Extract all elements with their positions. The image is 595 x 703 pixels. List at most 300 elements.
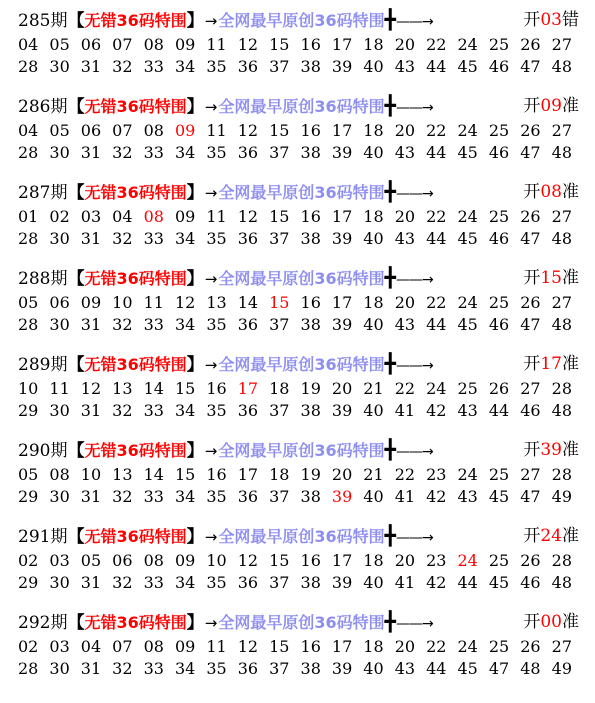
number-cell: 31	[80, 401, 102, 420]
number-cell: 17	[331, 121, 353, 140]
number-cell: 32	[112, 401, 133, 420]
number-cell: 08	[49, 465, 70, 484]
number-cell: 11	[49, 379, 70, 398]
number-cell: 48	[551, 57, 572, 76]
number-cell: 24	[457, 293, 478, 312]
number-cell: 25	[488, 551, 510, 570]
period-header	[18, 522, 593, 550]
result-group	[523, 6, 579, 34]
number-cell: 49	[551, 659, 572, 678]
dash-line: ——	[396, 272, 423, 288]
dash-line: ——	[396, 358, 423, 374]
site-title: 全网最早原创36码特围	[218, 527, 385, 546]
number-cell: 44	[457, 573, 478, 592]
number-cell: 40	[363, 659, 384, 678]
arrow-icon: →	[204, 12, 218, 30]
number-cell: 10	[18, 379, 39, 398]
number-cell: 45	[457, 315, 478, 334]
number-cell: 03	[49, 637, 70, 656]
number-cell: 12	[237, 207, 259, 226]
number-cell: 45	[457, 229, 478, 248]
open-label: 开	[523, 612, 541, 632]
title-text: 无错36码特围	[84, 269, 187, 288]
number-cell: 18	[363, 637, 384, 656]
number-cell: 47	[520, 57, 541, 76]
number-cell: 10	[206, 551, 227, 570]
number-row-2	[18, 56, 593, 78]
number-cell: 34	[174, 659, 196, 678]
number-cell: 09	[174, 35, 196, 54]
dash-line: ——	[396, 444, 423, 460]
period-block	[18, 350, 593, 436]
number-cell: 23	[426, 465, 447, 484]
number-cell: 05	[49, 121, 70, 140]
number-cell: 45	[457, 659, 478, 678]
period-number: 286	[18, 97, 51, 117]
number-cell: 15	[269, 35, 290, 54]
number-cell: 39	[331, 573, 353, 592]
number-cell: 25	[488, 465, 510, 484]
number-cell: 18	[363, 293, 384, 312]
number-cell: 03	[49, 551, 70, 570]
number-cell: 35	[206, 401, 227, 420]
number-cell: 05	[49, 35, 70, 54]
number-cell: 39	[331, 659, 353, 678]
result-group	[523, 178, 579, 206]
cross-icon: ╋	[384, 353, 397, 375]
number-cell: 33	[143, 487, 164, 506]
period-suffix: 期	[50, 269, 68, 289]
number-cell: 18	[363, 551, 384, 570]
number-cell: 07	[112, 35, 133, 54]
result-number: 24	[540, 526, 562, 546]
number-cell: 25	[488, 637, 510, 656]
number-cell: 16	[300, 35, 321, 54]
number-cell: 44	[426, 315, 447, 334]
cross-icon: ╋	[384, 9, 397, 31]
number-row-2	[18, 486, 593, 508]
period-header	[18, 6, 593, 34]
left-bracket: 【	[67, 11, 85, 31]
number-cell: 46	[488, 57, 510, 76]
number-cell: 48	[520, 659, 541, 678]
number-cell: 15	[174, 465, 196, 484]
number-cell: 26	[520, 207, 541, 226]
number-cell: 28	[18, 143, 39, 162]
number-cell: 39	[331, 401, 353, 420]
arrow-icon: →	[204, 98, 218, 116]
number-cell: 18	[363, 121, 384, 140]
number-cell: 26	[488, 379, 510, 398]
number-cell: 22	[394, 379, 416, 398]
number-cell: 21	[363, 465, 384, 484]
number-cell: 33	[143, 659, 164, 678]
title-text: 无错36码特围	[84, 441, 187, 460]
number-cell: 48	[551, 229, 572, 248]
number-cell: 30	[49, 229, 70, 248]
number-cell: 20	[394, 551, 416, 570]
cross-icon: ╋	[384, 525, 397, 547]
site-title: 全网最早原创36码特围	[218, 183, 385, 202]
period-header	[18, 178, 593, 206]
number-cell: 29	[18, 401, 39, 420]
number-cell: 06	[80, 121, 102, 140]
open-label: 开	[523, 526, 541, 546]
number-cell: 16	[300, 637, 321, 656]
period-header	[18, 350, 593, 378]
result-number: 00	[540, 612, 562, 632]
number-cell: 18	[363, 35, 384, 54]
number-cell: 38	[300, 143, 321, 162]
number-row-2	[18, 658, 593, 680]
arrow-icon: →	[204, 614, 218, 632]
number-cell: 46	[488, 229, 510, 248]
number-cell: 12	[174, 293, 196, 312]
number-cell: 44	[488, 401, 510, 420]
number-cell: 02	[18, 551, 39, 570]
period-suffix: 期	[50, 97, 68, 117]
number-cell: 27	[551, 637, 572, 656]
number-cell: 12	[237, 35, 259, 54]
number-cell: 12	[237, 121, 259, 140]
number-cell: 38	[300, 401, 321, 420]
number-cell: 49	[551, 487, 572, 506]
head-arrow-icon: →	[422, 186, 434, 202]
period-block	[18, 436, 593, 522]
period-block	[18, 178, 593, 264]
number-cell: 44	[426, 229, 447, 248]
number-cell: 16	[300, 121, 321, 140]
open-label: 开	[523, 354, 541, 374]
number-cell: 20	[394, 293, 416, 312]
number-cell: 36	[237, 315, 259, 334]
number-cell: 35	[206, 143, 227, 162]
number-cell: 44	[426, 659, 447, 678]
number-cell: 12	[237, 637, 259, 656]
number-cell: 01	[18, 207, 39, 226]
number-cell: 04	[18, 35, 39, 54]
number-cell: 35	[206, 659, 227, 678]
number-cell: 47	[520, 229, 541, 248]
number-cell: 46	[488, 315, 510, 334]
title-text: 无错36码特围	[84, 527, 187, 546]
result-status: 准	[562, 612, 579, 632]
number-cell: 25	[488, 293, 510, 312]
period-suffix: 期	[50, 613, 68, 633]
number-cell: 37	[269, 487, 290, 506]
result-group	[523, 436, 579, 464]
number-cell: 12	[237, 551, 259, 570]
number-cell: 17	[331, 293, 353, 312]
number-cell: 22	[426, 207, 447, 226]
number-cell: 24	[457, 551, 478, 570]
period-header	[18, 608, 593, 636]
number-cell: 29	[18, 487, 39, 506]
number-cell: 46	[520, 401, 541, 420]
prediction-sheet	[18, 6, 593, 694]
number-cell: 34	[174, 573, 196, 592]
number-row-1	[18, 120, 593, 142]
dash-line: ——	[396, 100, 423, 116]
period-number: 292	[18, 613, 51, 633]
number-cell: 20	[394, 637, 416, 656]
number-cell: 22	[426, 35, 447, 54]
right-bracket: 】	[186, 355, 204, 375]
number-cell: 44	[426, 143, 447, 162]
number-cell: 16	[300, 207, 321, 226]
result-number: 39	[540, 440, 562, 460]
arrow-icon: →	[204, 528, 218, 546]
number-cell: 39	[331, 143, 353, 162]
left-bracket: 【	[67, 527, 85, 547]
number-cell: 37	[269, 659, 290, 678]
number-cell: 06	[112, 551, 133, 570]
number-cell: 40	[363, 57, 384, 76]
period-block	[18, 92, 593, 178]
number-cell: 47	[520, 143, 541, 162]
number-cell: 29	[18, 573, 39, 592]
number-cell: 33	[143, 401, 164, 420]
dash-line: ——	[396, 530, 423, 546]
number-cell: 32	[112, 659, 133, 678]
number-cell: 40	[363, 401, 384, 420]
dash-line: ——	[396, 14, 423, 30]
result-group	[523, 608, 579, 636]
number-cell: 22	[394, 465, 416, 484]
number-cell: 17	[331, 35, 353, 54]
title-text: 无错36码特围	[84, 183, 187, 202]
number-cell: 15	[269, 637, 290, 656]
number-cell: 38	[300, 573, 321, 592]
number-cell: 38	[300, 659, 321, 678]
number-cell: 18	[269, 379, 290, 398]
head-arrow-icon: →	[422, 444, 434, 460]
number-cell: 43	[394, 57, 416, 76]
number-cell: 37	[269, 573, 290, 592]
result-number: 17	[540, 354, 562, 374]
number-cell: 34	[174, 143, 196, 162]
right-bracket: 】	[186, 527, 204, 547]
result-group	[523, 264, 579, 292]
number-row-1	[18, 550, 593, 572]
number-cell: 27	[520, 379, 541, 398]
result-status: 准	[562, 96, 579, 116]
number-cell: 17	[331, 637, 353, 656]
number-cell: 38	[300, 229, 321, 248]
number-cell: 34	[174, 57, 196, 76]
number-cell: 26	[520, 121, 541, 140]
result-number: 03	[540, 10, 562, 30]
number-cell: 43	[394, 315, 416, 334]
number-row-1	[18, 34, 593, 56]
number-cell: 11	[206, 207, 227, 226]
number-row-2	[18, 314, 593, 336]
number-cell: 32	[112, 573, 133, 592]
number-cell: 33	[143, 57, 164, 76]
number-cell: 40	[363, 487, 384, 506]
number-cell: 20	[394, 35, 416, 54]
number-cell: 11	[206, 637, 227, 656]
number-cell: 02	[18, 637, 39, 656]
number-cell: 16	[206, 379, 227, 398]
number-cell: 22	[426, 121, 447, 140]
number-cell: 04	[112, 207, 133, 226]
number-cell: 40	[363, 315, 384, 334]
title-text: 无错36码特围	[84, 11, 187, 30]
number-cell: 35	[206, 487, 227, 506]
number-cell: 31	[80, 573, 102, 592]
number-cell: 47	[520, 487, 541, 506]
open-label: 开	[523, 10, 541, 30]
number-cell: 36	[237, 229, 259, 248]
number-cell: 47	[520, 315, 541, 334]
number-cell: 09	[174, 207, 196, 226]
result-status: 准	[562, 526, 579, 546]
title-text: 无错36码特围	[84, 613, 187, 632]
number-cell: 20	[394, 121, 416, 140]
number-cell: 05	[18, 293, 39, 312]
number-cell: 17	[331, 207, 353, 226]
result-number: 08	[540, 182, 562, 202]
cross-icon: ╋	[384, 95, 397, 117]
number-cell: 42	[426, 487, 447, 506]
number-cell: 11	[143, 293, 164, 312]
arrow-icon: →	[204, 356, 218, 374]
right-bracket: 】	[186, 441, 204, 461]
number-cell: 09	[174, 121, 196, 140]
number-cell: 17	[237, 379, 259, 398]
number-cell: 28	[18, 659, 39, 678]
right-bracket: 】	[186, 97, 204, 117]
right-bracket: 】	[186, 11, 204, 31]
number-cell: 34	[174, 315, 196, 334]
period-suffix: 期	[50, 355, 68, 375]
site-title: 全网最早原创36码特围	[218, 355, 385, 374]
number-cell: 41	[394, 573, 416, 592]
number-cell: 43	[457, 487, 478, 506]
number-cell: 30	[49, 573, 70, 592]
number-cell: 28	[18, 315, 39, 334]
head-arrow-icon: →	[422, 530, 434, 546]
number-cell: 41	[394, 401, 416, 420]
period-suffix: 期	[50, 441, 68, 461]
number-cell: 43	[394, 229, 416, 248]
number-cell: 39	[331, 57, 353, 76]
number-cell: 18	[269, 465, 290, 484]
number-cell: 08	[143, 121, 164, 140]
number-cell: 05	[18, 465, 39, 484]
number-cell: 45	[488, 573, 510, 592]
result-group	[523, 522, 579, 550]
number-cell: 48	[551, 143, 572, 162]
number-cell: 35	[206, 315, 227, 334]
number-row-2	[18, 572, 593, 594]
number-cell: 17	[237, 465, 259, 484]
number-cell: 36	[237, 487, 259, 506]
site-title: 全网最早原创36码特围	[218, 11, 385, 30]
period-block	[18, 608, 593, 694]
number-cell: 40	[363, 143, 384, 162]
cross-icon: ╋	[384, 267, 397, 289]
number-cell: 47	[488, 659, 510, 678]
number-cell: 27	[551, 121, 572, 140]
number-cell: 26	[520, 35, 541, 54]
number-cell: 31	[80, 57, 102, 76]
number-cell: 16	[206, 465, 227, 484]
number-cell: 35	[206, 57, 227, 76]
open-label: 开	[523, 96, 541, 116]
number-row-2	[18, 400, 593, 422]
left-bracket: 【	[67, 441, 85, 461]
number-cell: 30	[49, 401, 70, 420]
number-cell: 17	[331, 551, 353, 570]
number-cell: 24	[457, 121, 478, 140]
number-cell: 30	[49, 143, 70, 162]
number-cell: 48	[551, 573, 572, 592]
number-cell: 28	[551, 379, 572, 398]
period-number: 290	[18, 441, 51, 461]
dash-line: ——	[396, 186, 423, 202]
number-cell: 45	[488, 487, 510, 506]
number-cell: 14	[143, 379, 164, 398]
number-cell: 20	[394, 207, 416, 226]
number-cell: 13	[206, 293, 227, 312]
arrow-icon: →	[204, 442, 218, 460]
number-cell: 38	[300, 487, 321, 506]
number-cell: 42	[426, 573, 447, 592]
number-cell: 22	[426, 293, 447, 312]
number-cell: 31	[80, 143, 102, 162]
number-cell: 34	[174, 229, 196, 248]
number-cell: 27	[551, 293, 572, 312]
number-cell: 48	[551, 315, 572, 334]
head-arrow-icon: →	[422, 272, 434, 288]
period-suffix: 期	[50, 527, 68, 547]
number-cell: 38	[300, 315, 321, 334]
left-bracket: 【	[67, 355, 85, 375]
number-cell: 36	[237, 659, 259, 678]
number-cell: 39	[331, 315, 353, 334]
number-cell: 30	[49, 659, 70, 678]
number-cell: 04	[80, 637, 102, 656]
number-cell: 14	[237, 293, 259, 312]
number-cell: 13	[112, 379, 133, 398]
number-cell: 14	[143, 465, 164, 484]
number-cell: 13	[112, 465, 133, 484]
number-cell: 32	[112, 229, 133, 248]
number-cell: 05	[80, 551, 102, 570]
number-cell: 15	[269, 293, 290, 312]
number-cell: 40	[363, 573, 384, 592]
number-cell: 02	[49, 207, 70, 226]
number-cell: 11	[206, 121, 227, 140]
number-cell: 15	[269, 121, 290, 140]
number-cell: 23	[426, 551, 447, 570]
number-cell: 36	[237, 573, 259, 592]
number-cell: 43	[394, 659, 416, 678]
number-cell: 26	[520, 637, 541, 656]
open-label: 开	[523, 440, 541, 460]
number-row-1	[18, 206, 593, 228]
site-title: 全网最早原创36码特围	[218, 613, 385, 632]
number-cell: 28	[18, 57, 39, 76]
period-number: 285	[18, 11, 51, 31]
number-cell: 31	[80, 229, 102, 248]
number-cell: 33	[143, 143, 164, 162]
number-cell: 09	[174, 637, 196, 656]
result-status: 准	[562, 354, 579, 374]
number-cell: 25	[488, 121, 510, 140]
